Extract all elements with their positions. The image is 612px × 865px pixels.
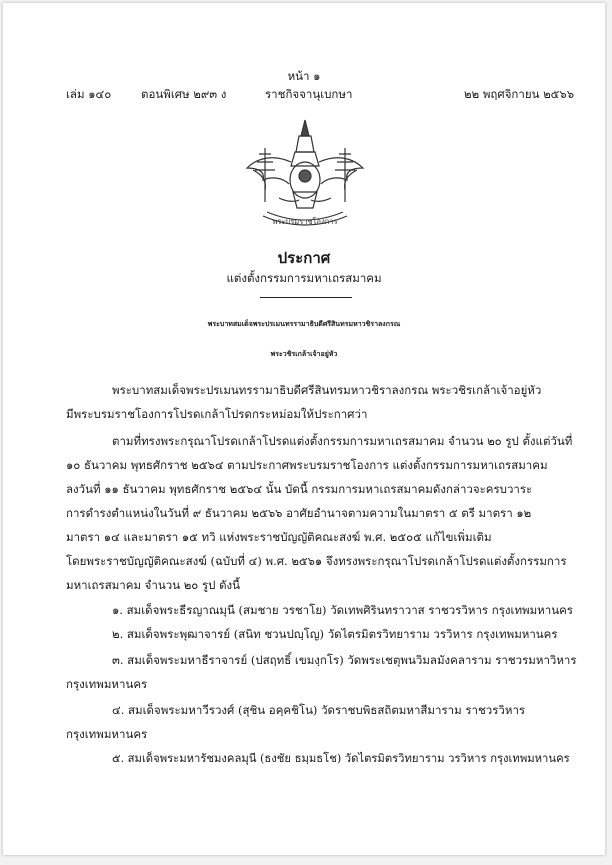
king-name-line1: พระบาทสมเด็จพระปรเมนทรรามาธิบดีศรีสินทรมหาวชิราลงกรณ (207, 319, 401, 328)
volume-number: เล่ม ๑๔๐ (66, 87, 112, 101)
list-item: ๑. สมเด็จพระธีรญาณมุนี (สมชาย วรชาโย) วัดเทพศิรินทราวาส ราชวรวิหาร กรุงเทพมหานคร (112, 603, 573, 617)
paragraph-line: โดยพระราชบัญญัติคณะสงฆ์ (ฉบับที่ ๔) พ.ศ. ๒๕๖๑ จึงทรงพระกรุณาโปรดเกล้าโปรดแต่งตั้งกรรมการ (66, 554, 567, 568)
title-divider (260, 297, 352, 298)
document-page (3, 3, 605, 855)
paragraph-line: ตามที่ทรงพระกรุณาโปรดเกล้าโปรดแต่งตั้งกรรมการมหาเถรสมาคม จำนวน ๒๐ รูป ตั้งแต่วันที่ (112, 434, 573, 448)
gazette-name: ราชกิจจานุเบกษา (265, 87, 353, 101)
king-name-line2: พระวชิรเกล้าเจ้าอยู่หัว (270, 349, 338, 358)
list-item: ๕. สมเด็จพระมหารัชมงคลมุนี (ธงชัย ธมฺมธโช) วัดไตรมิตรวิทยาราม วรวิหาร กรุงเทพมหานคร (112, 752, 570, 765)
paragraph-line: มาตรา ๑๔ และมาตรา ๑๕ ทวิ แห่งพระราชบัญญัติคณะสงฆ์ พ.ศ. ๒๕๐๕ แก้ไขเพิ่มเติม (66, 530, 492, 544)
paragraph-line: การดำรงตำแหน่งในวันที่ ๙ ธันวาคม ๒๕๖๖ อาศัยอำนาจตามความในมาตรา ๕ ตรี มาตรา ๑๒ (66, 506, 532, 520)
royal-garuda-emblem-icon (243, 118, 367, 234)
announcement-title: ประกาศ (277, 249, 331, 267)
paragraph-line: มหาเถรสมาคม จำนวน ๒๐ รูป ดังนี้ (66, 578, 241, 592)
announcement-subtitle: แต่งตั้งกรรมการมหาเถรสมาคม (226, 271, 382, 285)
list-item: ๓. สมเด็จพระมหาธีราจารย์ (ปสฤทธิ์ เขมงฺกโร) วัดพระเชตุพนวิมลมังคลาราม ราชวรมหาวิหาร (112, 653, 577, 667)
page-number: หน้า ๑ (287, 69, 321, 83)
list-item: ๒. สมเด็จพระพุฒาจารย์ (สนิท ชวนปญฺโญ) วัดไตรมิตรวิทยาราม วรวิหาร กรุงเทพมหานคร (112, 627, 558, 641)
paragraph-line: ๑๐ ธันวาคม พุทธศักราช ๒๕๖๔ ตามประกาศพระบรมราชโองการ แต่งตั้งกรรมการมหาเถรสมาคม (66, 458, 548, 472)
publication-date: ๒๒ พฤศจิกายน ๒๕๖๖ (464, 87, 574, 101)
paragraph-line: มีพระบรมราชโองการโปรดเกล้าโปรดกระหม่อมให้ประกาศว่า (66, 407, 368, 421)
list-item: ๔. สมเด็จพระมหาวีรวงศ์ (สุชิน อคฺคชิโน) วัดราชบพิธสถิตมหาสีมาราม ราชวรวิหาร (112, 703, 526, 717)
seal-text: พระบรมราชโองการ (272, 217, 338, 226)
paragraph-line: พระบาทสมเด็จพระปรเมนทรรามาธิบดีศรีสินทรมหาวชิราลงกรณ พระวชิรเกล้าเจ้าอยู่หัว (112, 383, 542, 397)
paragraph-line: ลงวันที่ ๑๑ ธันวาคม พุทธศักราช ๒๕๖๔ นั้น บัดนี้ กรรมการมหาเถรสมาคมดังกล่าวจะครบวาระ (66, 482, 533, 496)
list-item-continuation: กรุงเทพมหานคร (66, 727, 148, 741)
list-item-continuation: กรุงเทพมหานคร (66, 677, 148, 691)
section-number: ตอนพิเศษ ๒๙๓ ง (141, 87, 227, 101)
